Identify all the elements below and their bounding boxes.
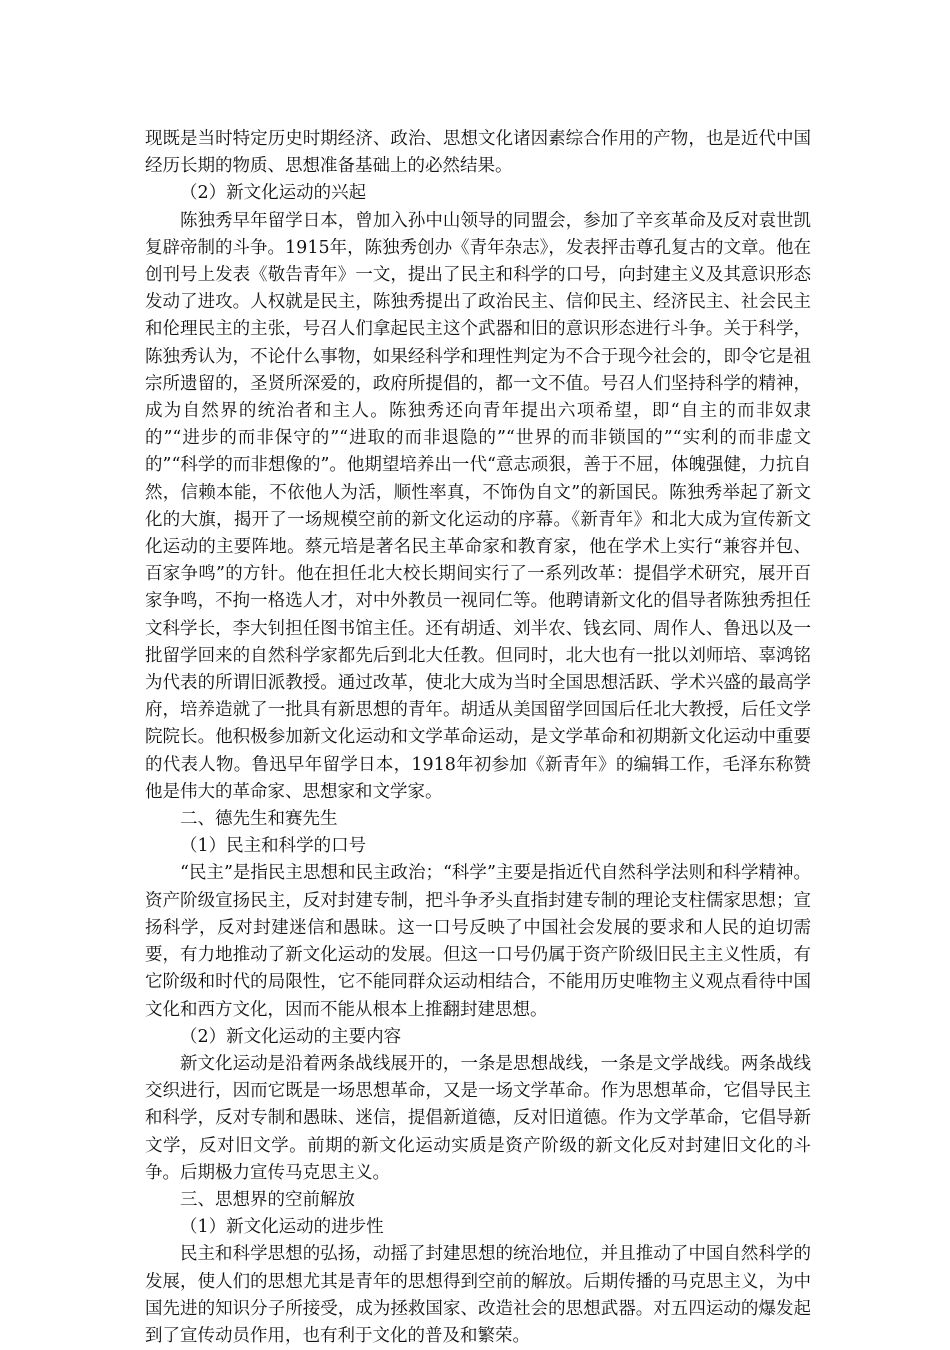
document-page bbox=[145, 126, 811, 1350]
subheading: （2）新文化运动的兴起 bbox=[180, 183, 367, 204]
section-heading: 二、德先生和赛先生 bbox=[180, 809, 338, 830]
body-paragraph: 陈独秀早年留学日本，曾加入孙中山领导的同盟会，参加了辛亥革命及反对袁世凯复辟帝制的斗争。1915年，陈独秀创办《青年杂志》，发表抨击尊孔复古的文章。他在创刊号上发表《敬告青年》一文，提出了民主和科学的口号，向封建主义及其意识形态发动了进攻。人权就是民主，陈独秀提出了政治民主、信仰民主、经济民主、社会民主和伦理民主的主张，号召人们拿起民主这个武器和旧的意识形态进行斗争。关于科学，陈独秀认为，不论什么事物，如果经科学和理性判定为不合于现今社会的，即令它是祖宗所遗留的，圣贤所深爱的，政府所提倡的，都一文不值。号召人们坚持科学的精神，成为自然界的统治者和主人。陈独秀还向青年提出六项希望，即“自主的而非奴隶的”“进步的而非保守的”“进取的而非退隐的”“世界的而非锁国的”“实利的而非虚文的”“科学的而非想像的”。他期望培养出一代“意志顽狠，善于不屈，体魄强健，力抗自然，信赖本能，不依他人为活，顺性率真，不饰伪自文”的新国民。陈独秀举起了新文化的大旗，揭开了一场规模空前的新文化运动的序幕。《新青年》和北大成为宣传新文化运动的主要阵地。蔡元培是著名民主革命家和教育家，他在学术上实行“兼容并包、百家争鸣”的方针。他在担任北大校长期间实行了一系列改革：提倡学术研究，展开百家争鸣，不拘一格选人才，对中外教员一视同仁等。他聘请新文化的倡导者陈独秀担任文科学长，李大钊担任图书馆主任。还有胡适、刘半农、钱玄同、周作人、鲁迅以及一批留学回来的自然科学家都先后到北大任教。但同时，北大也有一批以刘师培、辜鸿铭为代表的所谓旧派教授。通过改革，使北大成为当时全国思想活跃、学术兴盛的最高学府，培养造就了一批具有新思想的青年。胡适从美国留学回国后任北大教授，后任文学院院长。他积极参加新文化运动和文学革命运动，是文学革命和初期新文化运动中重要的代表人物。鲁迅早年留学日本，1918年初参加《新青年》的编辑工作，毛泽东称赞他是伟大的革命家、思想家和文学家。 bbox=[145, 210, 811, 802]
body-paragraph: “民主”是指民主思想和民主政治；“科学”主要是指近代自然科学法则和科学精神。资产阶级宣扬民主，反对封建专制，把斗争矛头直指封建专制的理论支柱儒家思想；宣扬科学，反对封建迷信和愚昧。这一口号反映了中国社会发展的要求和人民的迫切需要，有力地推动了新文化运动的发展。但这一口号仍属于资产阶级旧民主主义性质，有它阶级和时代的局限性，它不能同群众运动相结合，不能用历史唯物主义观点看待中国文化和西方文化，因而不能从根本上推翻封建思想。 bbox=[145, 863, 811, 1020]
body-paragraph: 民主和科学思想的弘扬，动摇了封建思想的统治地位，并且推动了中国自然科学的发展，使人们的思想尤其是青年的思想得到空前的解放。后期传播的马克思主义，为中国先进的知识分子所接受，成为拯救国家、改造社会的思想武器。对五四运动的爆发起到了宣传动员作用，也有利于文化的普及和繁荣。 bbox=[145, 1244, 811, 1346]
body-paragraph: 现既是当时特定历史时期经济、政治、思想文化诸因素综合作用的产物，也是近代中国经历长期的物质、思想准备基础上的必然结果。 bbox=[145, 129, 811, 177]
subheading: （2）新文化运动的主要内容 bbox=[180, 1026, 402, 1047]
body-paragraph: 新文化运动是沿着两条战线展开的，一条是思想战线，一条是文学战线。两条战线交织进行，因而它既是一场思想革命，又是一场文学革命。作为思想革命，它倡导民主和科学，反对专制和愚昧、迷信，提倡新道德，反对旧道德。作为文学革命，它倡导新文学，反对旧文学。前期的新文化运动实质是资产阶级的新文化反对封建旧文化的斗争。后期极力宣传马克思主义。 bbox=[145, 1053, 811, 1183]
section-heading: 三、思想界的空前解放 bbox=[180, 1189, 355, 1210]
subheading: （1）民主和科学的口号 bbox=[180, 836, 367, 857]
subheading: （1）新文化运动的进步性 bbox=[180, 1217, 384, 1238]
